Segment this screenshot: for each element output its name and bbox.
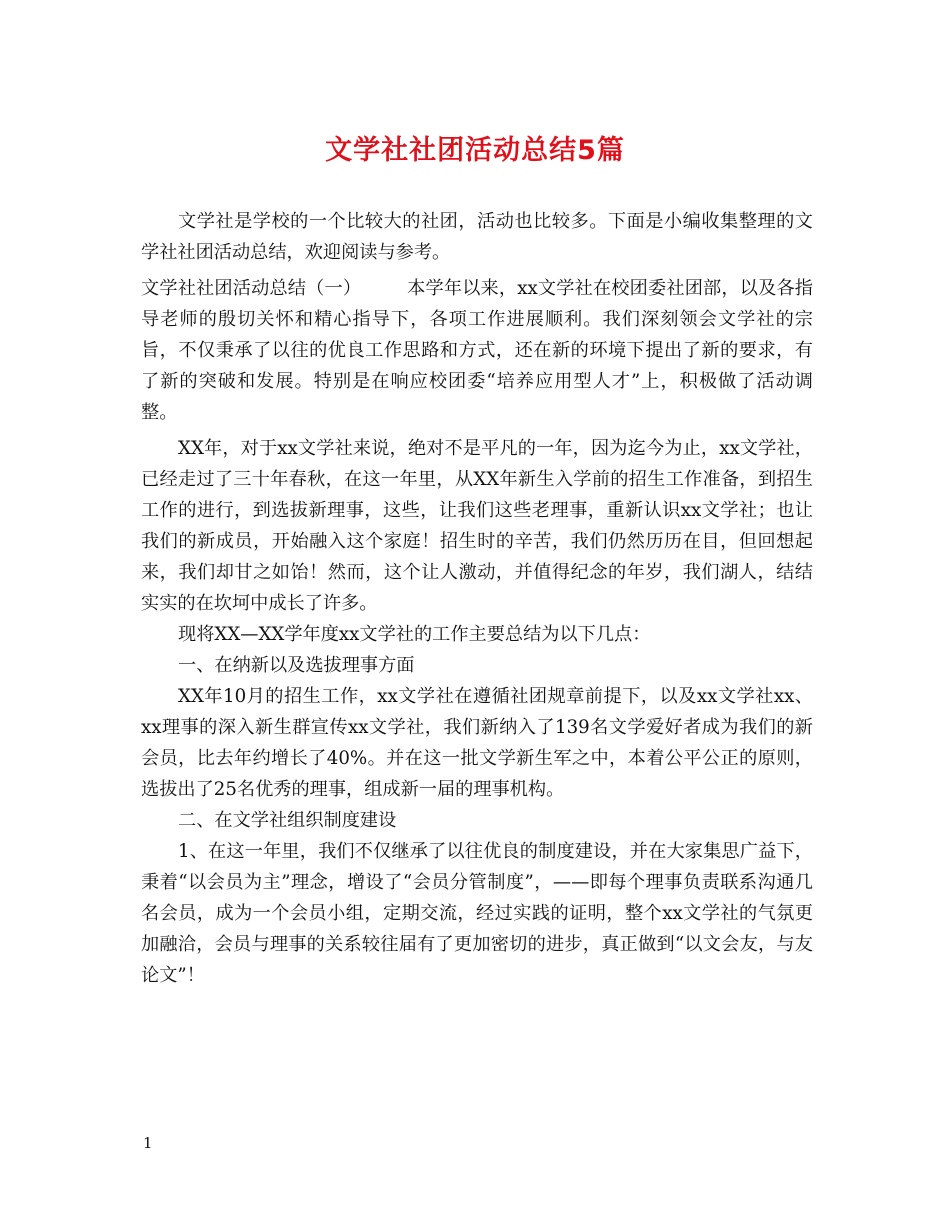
year-review-paragraph: XX年，对于xx文学社来说，绝对不是平凡的一年，因为迄今为止，xx文学社，已经走过了三十年春秋，在这一年里，从XX年新生入学前的招生工作准备，到招生工作的进行，到选拔新理事，这些，让我们这些老理事，重新认识xx文学社；也让我们的新成员，开始融入这个家庭！招生时的辛苦，我们仍然历历在目，但回想起来，我们却甘之如饴！然而，这个让人激动，并值得纪念的年岁，我们湖人，结结实实的在坎坷中成长了许多。 [141, 438, 813, 614]
page-number: 1 [143, 1134, 153, 1152]
summary-intro-paragraph: 现将XX—XX学年度xx文学社的工作主要总结为以下几点： [178, 624, 651, 645]
document-body [141, 206, 813, 991]
organization-paragraph: 1、在这一年里，我们不仅继承了以往优良的制度建设，并在大家集思广益下，秉着“以会员为主”理念，增设了“会员分管制度”，——即每个理事负责联系沟通几名会员，成为一个会员小组，定期交流，经过实践的证明，整个xx文学社的气氛更加融洽，会员与理事的关系较往届有了更加密切的进步，真正做到“以文会友，与友论文”！ [141, 841, 813, 986]
summary-one-paragraph: 文学社社团活动总结（一） 本学年以来，xx文学社在校团委社团部，以及各指导老师的殷切关怀和精心指导下，各项工作进展顺利。我们深刻领会文学社的宗旨，不仅秉承了以往的优良工作思路和方式，还在新的环境下提出了新的要求，有了新的突破和发展。特别是在响应校团委“培养应用型人才”上，积极做了活动调整。 [141, 278, 813, 423]
section-heading-recruitment: 一、在纳新以及选拔理事方面 [178, 655, 415, 676]
recruitment-paragraph: XX年10月的招生工作，xx文学社在遵循社团规章前提下，以及xx文学社xx、xx理事的深入新生群宣传xx文学社，我们新纳入了139名文学爱好者成为我们的新会员，比去年约增长了40%。并在这一批文学新生军之中，本着公平公正的原则，选拔出了25名优秀的理事，组成新一届的理事机构。 [141, 686, 813, 800]
page-title: 文学社社团活动总结5篇 [325, 135, 625, 166]
section-heading-organization: 二、在文学社组织制度建设 [178, 810, 397, 831]
intro-paragraph: 文学社是学校的一个比较大的社团，活动也比较多。下面是小编收集整理的文学社社团活动总结，欢迎阅读与参考。 [141, 211, 813, 263]
